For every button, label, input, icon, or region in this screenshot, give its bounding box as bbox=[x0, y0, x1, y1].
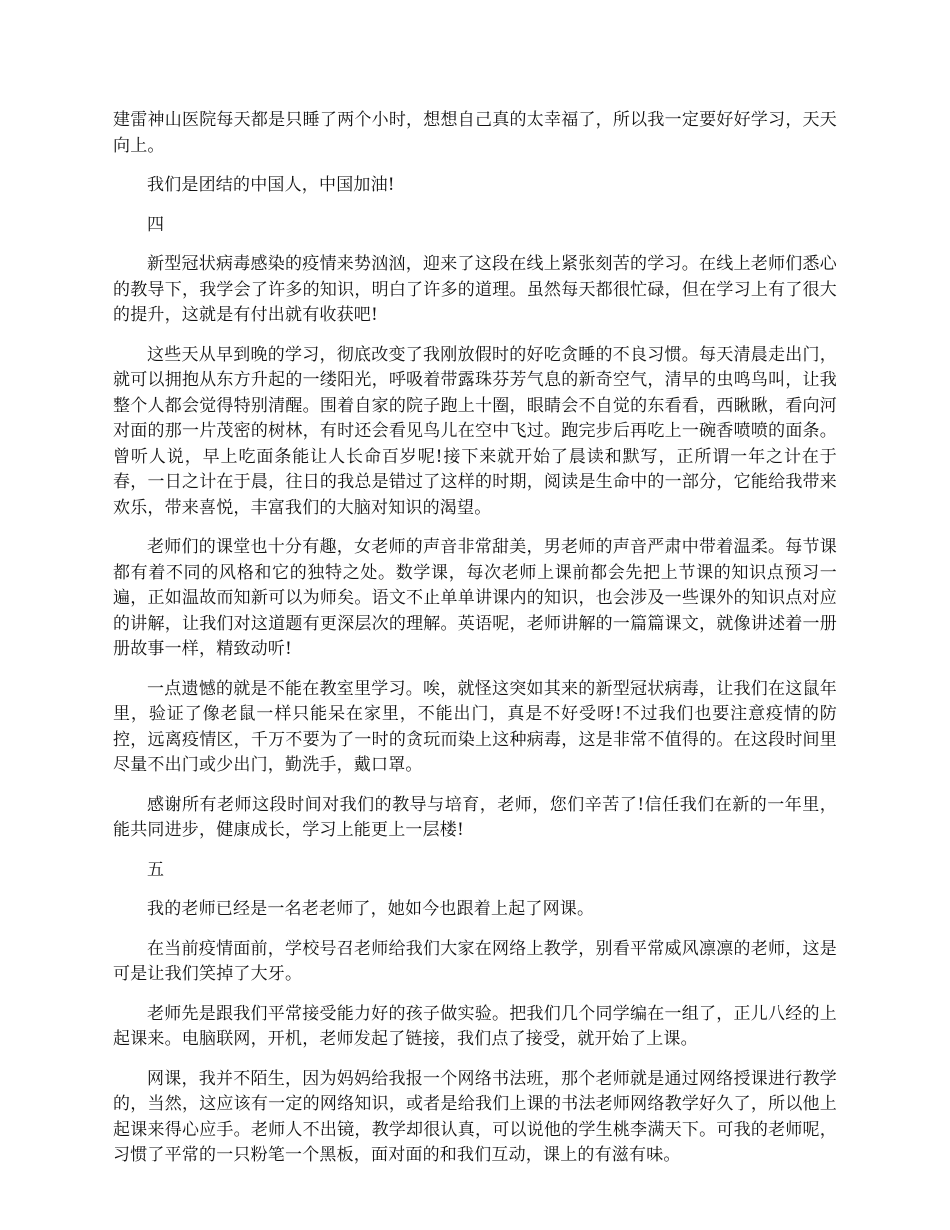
paragraph: 我的老师已经是一名老老师了，她如今也跟着上起了网课。 bbox=[147, 899, 595, 919]
paragraph: 老师们的课堂也十分有趣，女老师的声音非常甜美，男老师的声音严肃中带着温柔。每节课都有着不同的风格和它的独特之处。数学课，每次老师上课前都会先把上节课的知识点预习一遍，正如温故而知新可以为师矣。语文不止单单讲课内的知识，也会涉及一些课外的知识点对应的讲解，让我们对这道题有更深层次的理解。英语呢，老师讲解的一篇篇课文，就像讲述着一册册故事一样，精致动听! bbox=[113, 537, 837, 659]
section-heading-five: 五 bbox=[147, 859, 165, 880]
paragraph: 网课，我并不陌生，因为妈妈给我报一个网络书法班，那个老师就是通过网络授课进行教学的，当然，这应该有一定的网络知识，或者是给我们上课的书法老师网络教学好久了，所以他上起课来得心应手。老师人不出镜，教学却很认真，可以说他的学生桃李满天下。可我的老师呢，习惯了平常的一只粉笔一个黑板，面对面的和我们互动，课上的有滋有味。 bbox=[113, 1068, 837, 1165]
section-heading-four: 四 bbox=[147, 214, 165, 235]
paragraph: 老师先是跟我们平常接受能力好的孩子做实验。把我们几个同学编在一组了，正儿八经的上起课来。电脑联网，开机，老师发起了链接，我们点了接受，就开始了上课。 bbox=[113, 1003, 837, 1049]
paragraph: 新型冠状病毒感染的疫情来势汹汹，迎来了这段在线上紧张刻苦的学习。在线上老师们悉心的教导下，我学会了许多的知识，明白了许多的道理。虽然每天都很忙碌，但在学习上有了很大的提升，这就是有付出就有收获吧! bbox=[113, 254, 837, 325]
document-page bbox=[113, 108, 837, 1183]
paragraph-continuation: 建雷神山医院每天都是只睡了两个小时，想想自己真的太幸福了，所以我一定要好好学习，天天向上。 bbox=[113, 110, 837, 156]
paragraph: 在当前疫情面前，学校号召老师给我们大家在网络上教学，别看平常威风凛凛的老师，这是可是让我们笑掉了大牙。 bbox=[113, 938, 837, 984]
paragraph: 我们是团结的中国人，中国加油! bbox=[147, 175, 395, 195]
paragraph: 感谢所有老师这段时间对我们的教导与培育，老师，您们辛苦了!信任我们在新的一年里，能共同进步，健康成长，学习上能更上一层楼! bbox=[113, 794, 837, 840]
paragraph: 一点遗憾的就是不能在教室里学习。唉，就怪这突如其来的新型冠状病毒，让我们在这鼠年里，验证了像老鼠一样只能呆在家里，不能出门，真是不好受呀!不过我们也要注意疫情的防控，远离疫情区，千万不要为了一时的贪玩而染上这种病毒，这是非常不值得的。在这段时间里尽量不出门或少出门，勤洗手，戴口罩。 bbox=[113, 678, 837, 775]
paragraph: 这些天从早到晚的学习，彻底改变了我刚放假时的好吃贪睡的不良习惯。每天清晨走出门，就可以拥抱从东方升起的一缕阳光，呼吸着带露珠芬芳气息的新奇空气，清早的虫鸣鸟叫，让我整个人都会觉得特别清醒。围着自家的院子跑上十圈，眼睛会不自觉的东看看，西瞅瞅，看向河对面的那一片茂密的树林，有时还会看见鸟儿在空中飞过。跑完步后再吃上一碗香喷喷的面条。曾听人说，早上吃面条能让人长命百岁呢!接下来就开始了晨读和默写，正所谓一年之计在于春，一日之计在于晨，往日的我总是错过了这样的时期，阅读是生命中的一部分，它能给我带来欢乐，带来喜悦，丰富我们的大脑对知识的渴望。 bbox=[113, 344, 837, 518]
